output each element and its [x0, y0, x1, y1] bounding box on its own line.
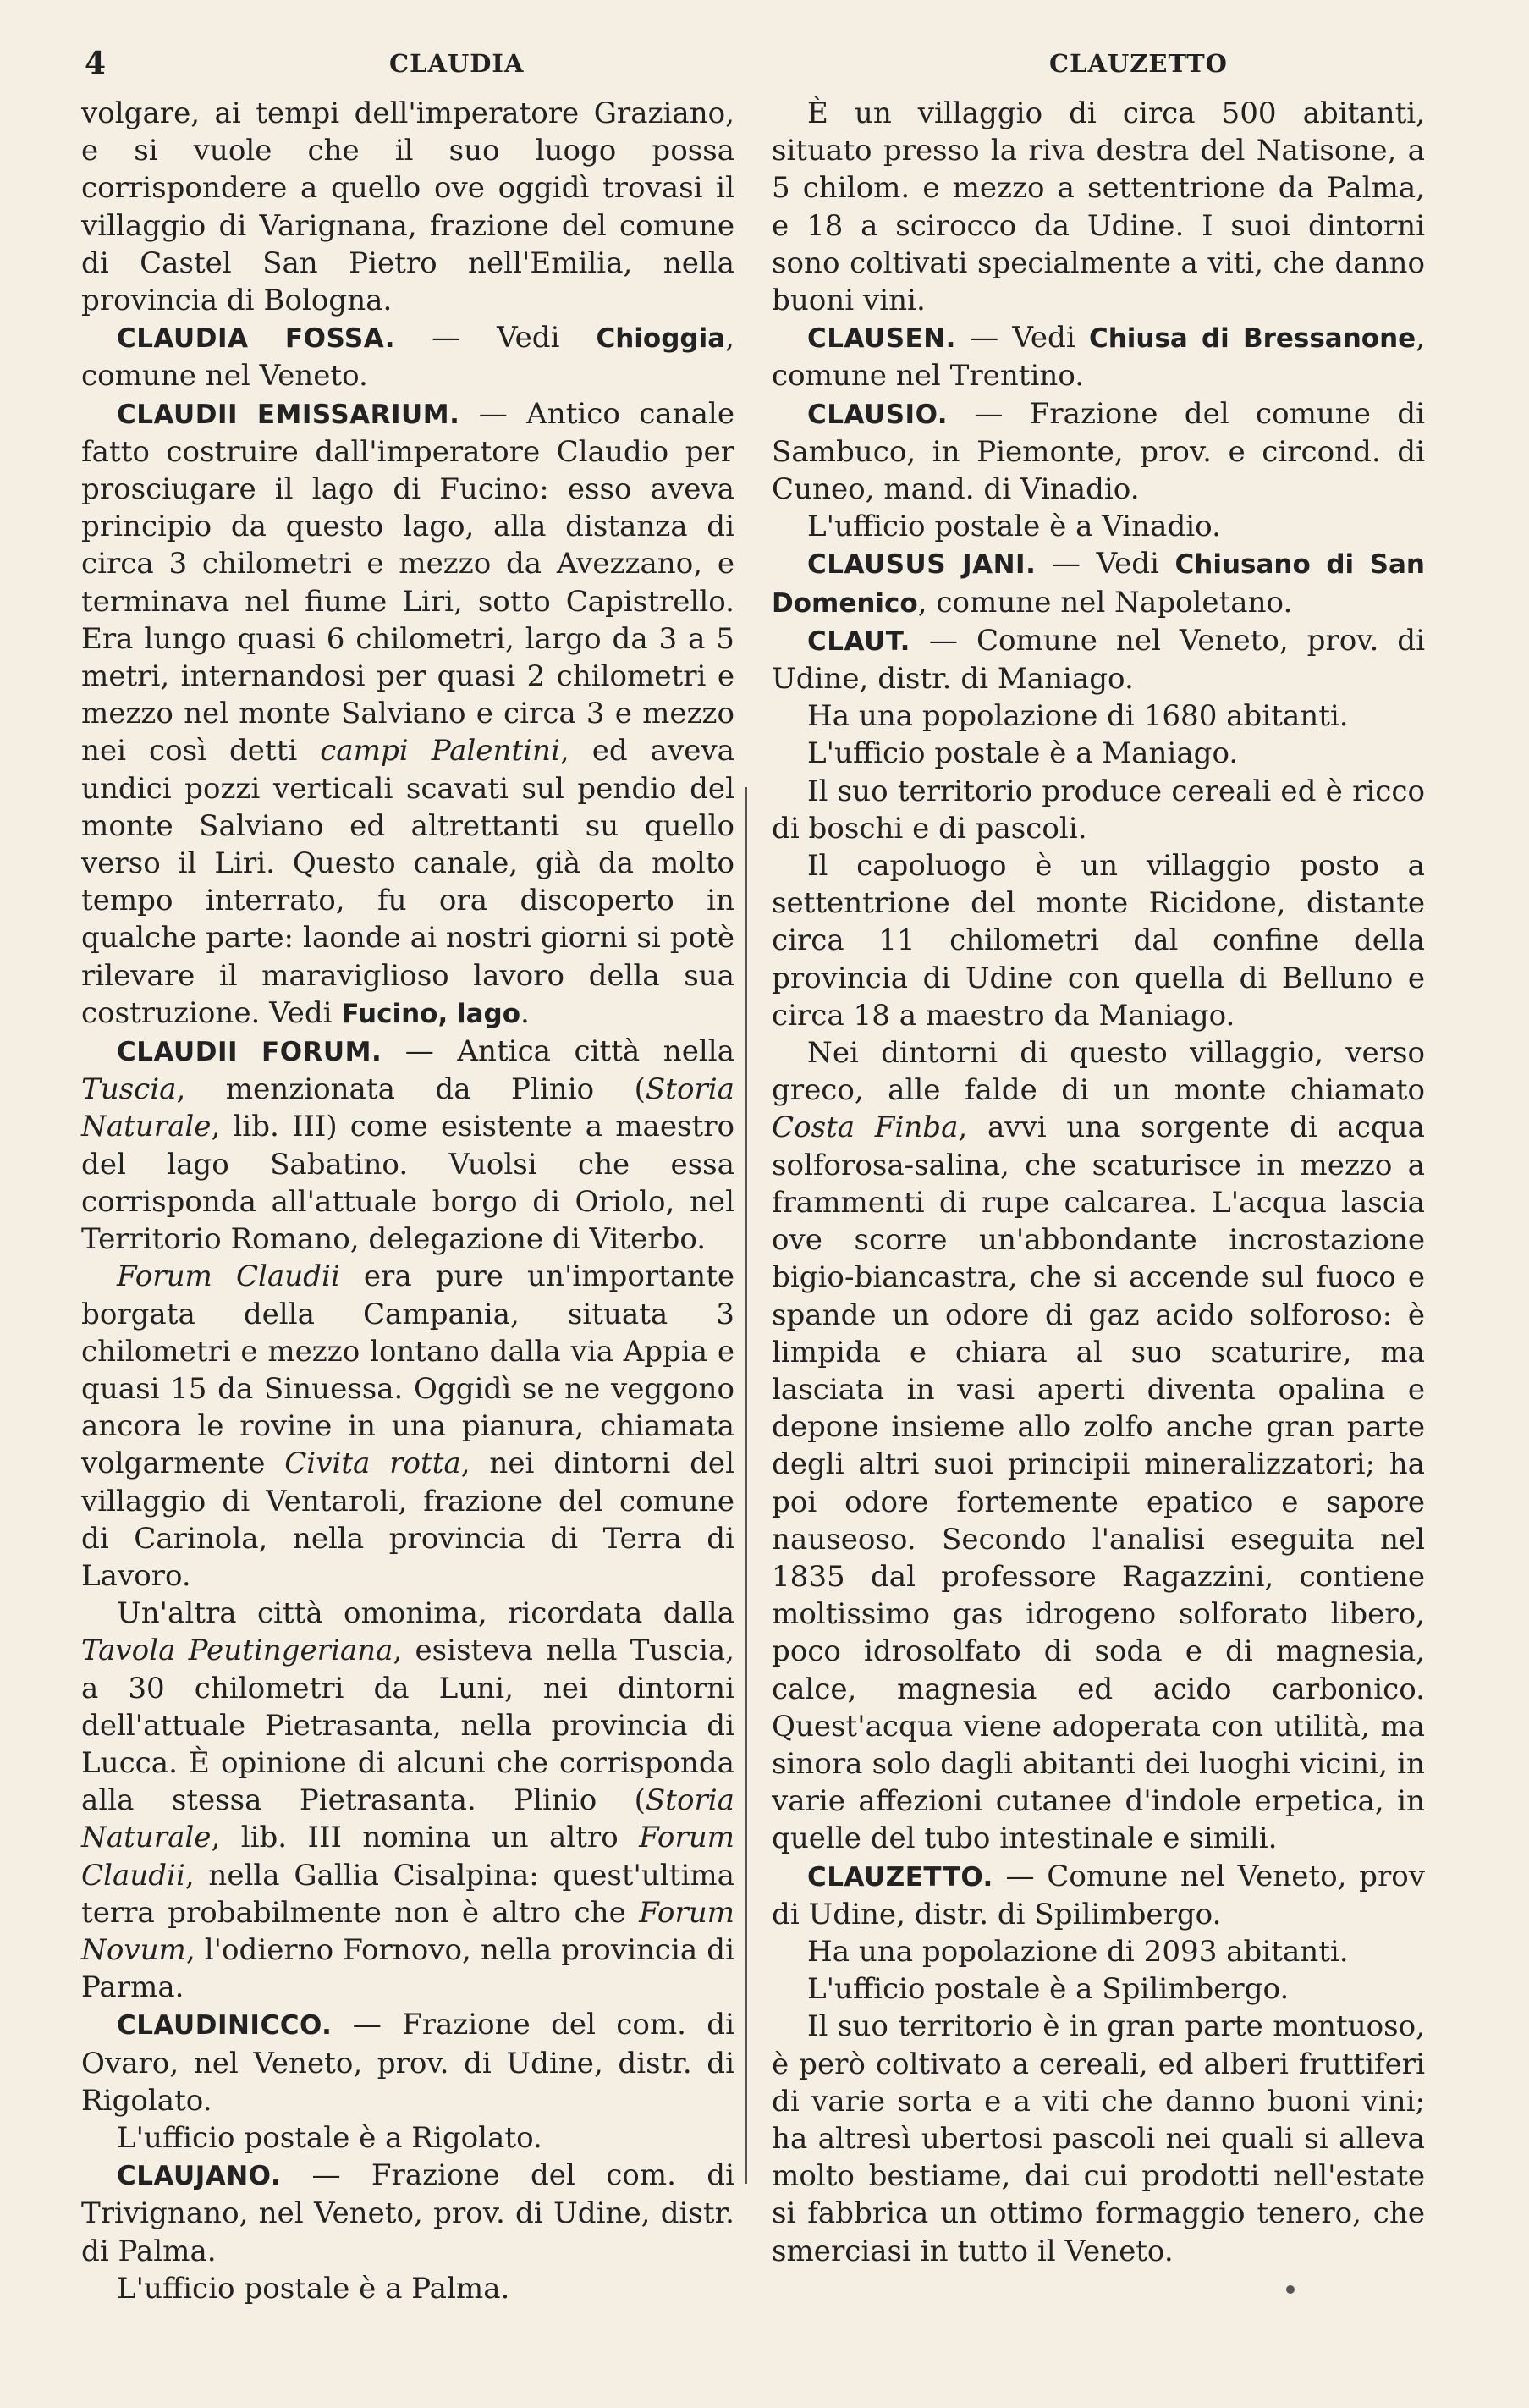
postal-office-line: L'ufficio postale è a Palma.: [117, 2271, 510, 2306]
population-line: Ha una popolazione di 1680 abitanti.: [807, 699, 1349, 734]
capital-paragraph: Il capoluogo è un villaggio posto a settentrione del monte Ricidone, distante circa 11 chilometri dal confine della provincia di Udine con quella di Belluno e circa 18 a maestro da Maniago.: [772, 849, 1425, 1033]
entry-claudia-fossa: CLAUDIA FOSSA. — Vedi Chioggia, comune nel Veneto.: [81, 321, 734, 394]
page-number: 4: [85, 46, 107, 81]
postal-office-line: L'ufficio postale è a Rigolato.: [117, 2120, 542, 2155]
entry-headword: CLAUZETTO.: [807, 1861, 993, 1893]
continuation-paragraph: volgare, ai tempi dell'imperatore Graziano, e si vuole che il suo luogo possa corrispondere a quello ove oggidì trovasi il villaggio di Varignana, frazione del comune di Castel San Pietro nell'Emilia, nella provincia di Bologna.: [81, 96, 734, 318]
right-column: [772, 95, 1425, 2270]
population-line: Ha una popolazione di 2093 abitanti.: [807, 1934, 1349, 1969]
entry-headword: CLAUSEN.: [807, 323, 956, 355]
entry-clausio: CLAUSIO. — Frazione del comune di Sambuco, in Piemonte, prov. e circond. di Cuneo, mand. di Vinadio.: [772, 396, 1425, 507]
postal-office-line: L'ufficio postale è a Vinadio.: [807, 510, 1221, 544]
right-running-head: CLAUZETTO: [1049, 49, 1228, 78]
cross-reference: Chiusano di San Domenico: [772, 549, 1425, 619]
entry-claudii-forum: CLAUDII FORUM. — Antica città nella Tuscia, menzionata da Plinio (Storia Naturale, lib. III) come esistente a maestro del lago Sabatino. Vuolsi che essa corrisponda all'attuale borgo di Oriolo, nel Territorio Romano, delegazione di Viterbo.: [81, 1034, 734, 1257]
territory-paragraph: Il suo territorio è in gran parte montuoso, è però coltivato a cereali, ed alberi fruttiferi di varie sorta e a viti che danno buoni vini; ha altresì ubertosi pascoli nei quali si alleva molto bestiame, dai cui prodotti nell'estate si fabbrica un ottimo formaggio tenero, che smerciasi in tutto il Veneto.: [772, 2009, 1425, 2268]
entry-headword: CLAUDINICCO.: [117, 2010, 333, 2042]
entry-headword: CLAUJANO.: [117, 2161, 282, 2192]
entry-headword: CLAUDII FORUM.: [117, 1037, 382, 1068]
entry-clausus-jani: CLAUSUS JANI. — Vedi Chiusano di San Domenico, comune nel Napoletano.: [772, 547, 1425, 620]
postal-office-line: L'ufficio postale è a Maniago.: [807, 736, 1239, 771]
paragraph-forum-claudii-campania: Forum Claudii era pure un'importante borgata della Campania, situata 3 chilometri e mezzo lontano dalla via Appia e quasi 15 da Sinuessa. Oggidì se ne veggono ancora le rovine in una pianura, chiamata volgarmente Civita rotta, nei dintorni del villaggio di Ventaroli, frazione del comune di Carinola, nella provincia di Terra di Lavoro.: [81, 1259, 734, 1593]
cross-reference: Fucino, lago: [341, 998, 521, 1029]
postal-office-line: L'ufficio postale è a Spilimbergo.: [807, 1972, 1290, 2007]
continuation-paragraph: È un villaggio di circa 500 abitanti, situato presso la riva destra del Natisone, a 5 chilom. e mezzo a settentrione da Palma, e 18 a scirocco da Udine. I suoi dintorni sono coltivati specialmente a viti, che danno buoni vini.: [772, 96, 1425, 318]
entry-claut: CLAUT. — Comune nel Veneto, prov. di Udine, distr. di Maniago.: [772, 623, 1425, 697]
cross-reference: Chioggia: [596, 323, 726, 355]
entry-claujano: CLAUJANO. — Frazione del com. di Trivignano, nel Veneto, prov. di Udine, distr. di Palma.: [81, 2158, 734, 2268]
paragraph-forum-claudii-tuscia: Un'altra città omonima, ricordata dalla Tavola Peutingeriana, esisteva nella Tuscia, a 30 chilometri da Luni, nei dintorni dell'attuale Pietrasanta, nella provincia di Lucca. È opinione di alcuni che corrisponda alla stessa Pietrasanta. Plinio (Storia Naturale, lib. III nomina un altro Forum Claudii, nella Gallia Cisalpina: quest'ultima terra probabilmente non è altro che Forum Novum, l'odierno Fornovo, nella provincia di Parma.: [81, 1596, 734, 2005]
left-running-head: CLAUDIA: [389, 49, 525, 78]
entry-clauzetto: CLAUZETTO. — Comune nel Veneto, prov di Udine, distr. di Spilimbergo.: [772, 1859, 1425, 1931]
entry-headword: CLAUDII EMISSARIUM.: [117, 399, 460, 430]
cross-reference: Chiusa di Bressanone: [1088, 323, 1416, 355]
left-column: [81, 95, 734, 2307]
entry-clausen: CLAUSEN. — Vedi Chiusa di Bressanone, comune nel Trentino.: [772, 321, 1426, 394]
entry-headword: CLAUSUS JANI.: [807, 549, 1037, 581]
entry-headword: CLAUSIO.: [807, 399, 949, 430]
spring-paragraph: Nei dintorni di questo villaggio, verso greco, alle falde di un monte chiamato Costa Finba, avvi una sorgente di acqua solforosa-salina, che scaturisce in mezzo a frammenti di rupe calcarea. L'acqua lascia ove scorre un'abbondante incrostazione bigio-biancastra, che si accende sul fuoco e spande un odore di gaz acido solforoso: è limpida e chiara al suo scaturire, ma lasciata in vasi aperti diventa opalina e depone insieme allo zolfo anche gran parte degli altri suoi principii mineralizzatori; ha poi odore fortemente epatico e sapore nauseoso. Secondo l'analisi eseguita nel 1835 dal professore Ragazzini, contiene moltissimo gas idrogeno solforato libero, poco idrosolfato di soda e di magnesia, calce, magnesia ed acido carbonico. Quest'acqua viene adoperata con utilità, ma sinora solo dagli abitanti dei luoghi vicini, in varie affezioni cutanee d'indole erpetica, in quelle del tubo intestinale e simili.: [772, 1036, 1425, 1856]
territory-paragraph: Il suo territorio produce cereali ed è ricco di boschi e di pascoli.: [772, 774, 1425, 846]
entry-headword: CLAUT.: [807, 625, 910, 657]
entry-claudii-emissarium: CLAUDII EMISSARIUM. — Antico canale fatto costruire dall'imperatore Claudio per prosciugare il lago di Fucino: esso aveva principio da questo lago, alla distanza di circa 3 chilometri e mezzo da Avezzano, e terminava nel fiume Liri, sotto Capistrello. Era lungo quasi 6 chilometri, largo da 3 a 5 metri, internandosi per quasi 2 chilometri e mezzo nel monte Salviano e circa 3 e mezzo nei così detti campi Palentini, ed aveva undici pozzi verticali scavati sul pendio del monte Salviano ed altrettanti su quello verso il Liri. Questo canale, già da molto tempo interrato, fu ora discoperto in qualche parte: laonde ai nostri giorni si potè rilevare il maraviglioso lavoro della sua costruzione. Vedi Fucino, lago.: [81, 396, 734, 1030]
column-divider: [745, 787, 747, 2184]
entry-headword: CLAUDIA FOSSA.: [117, 323, 396, 355]
entry-claudinicco: CLAUDINICCO. — Frazione del com. di Ovaro, nel Veneto, prov. di Udine, distr. di Rigolato.: [81, 2008, 734, 2118]
ink-speck: [1286, 2285, 1295, 2294]
